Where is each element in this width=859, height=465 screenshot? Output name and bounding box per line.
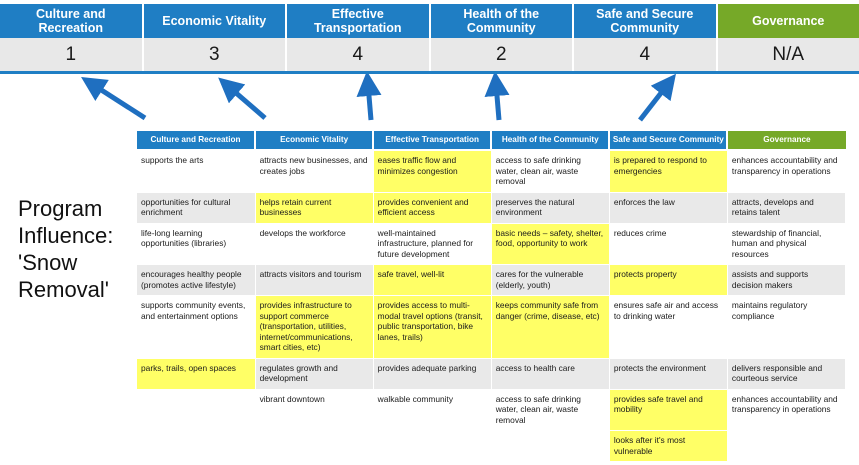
arrow-icon-effective-transportation bbox=[368, 84, 371, 120]
score-safe-and-secure-community: 4 bbox=[574, 38, 718, 71]
table-row bbox=[137, 389, 846, 431]
score-health-of-the-community: 2 bbox=[431, 38, 575, 71]
matrix-cell: provides access to multi-modal travel options (transit, public transportation, bike lanes, trails) bbox=[373, 296, 491, 359]
matrix-cell: walkable community bbox=[373, 389, 491, 431]
matrix-header-row bbox=[137, 131, 846, 150]
pillar-header-economic-vitality: Economic Vitality bbox=[144, 4, 288, 38]
matrix-cell: opportunities for cultural enrichment bbox=[137, 192, 255, 223]
matrix-cell: safe travel, well-lit bbox=[373, 265, 491, 296]
matrix-cell: access to safe drinking water, clean air, waste removal bbox=[491, 150, 609, 192]
arrow-layer bbox=[0, 74, 859, 134]
pillar-header-governance: Governance bbox=[718, 4, 859, 38]
matrix-header-economic-vitality: Economic Vitality bbox=[255, 131, 373, 150]
matrix-cell: helps retain current businesses bbox=[255, 192, 373, 223]
score-governance: N/A bbox=[772, 43, 805, 65]
page-title: Program Influence: 'Snow Removal' bbox=[18, 196, 114, 302]
table-row bbox=[137, 358, 846, 389]
matrix-cell: provides adequate parking bbox=[373, 358, 491, 389]
matrix-cell bbox=[137, 431, 255, 462]
matrix-header-safe-and-secure-community: Safe and Secure Community bbox=[609, 131, 727, 150]
arrow-icon-culture-and-recreation bbox=[92, 84, 145, 118]
matrix-cell: develops the workforce bbox=[255, 223, 373, 265]
matrix-header-culture-and-recreation: Culture and Recreation bbox=[137, 131, 255, 150]
matrix-cell bbox=[255, 431, 373, 462]
matrix-cell: attracts new businesses, and creates jobs bbox=[255, 150, 373, 192]
matrix-cell: basic needs – safety, shelter, food, opportunity to work bbox=[491, 223, 609, 265]
matrix-cell: maintains regulatory compliance bbox=[727, 296, 845, 359]
table-row bbox=[137, 296, 846, 359]
matrix-header-effective-transportation: Effective Transportation bbox=[373, 131, 491, 150]
matrix-cell: encourages healthy people (promotes active lifestyle) bbox=[137, 265, 255, 296]
matrix-cell: provides infrastructure to support commerce (transportation, utilities, internet/communications, smart cities, etc) bbox=[255, 296, 373, 359]
matrix-header-health-of-the-community: Health of the Community bbox=[491, 131, 609, 150]
pillar-score-band bbox=[0, 38, 859, 74]
matrix-cell: access to safe drinking water, clean air, waste removal bbox=[491, 389, 609, 431]
matrix-cell: attracts visitors and tourism bbox=[255, 265, 373, 296]
matrix-cell: assists and supports decision makers bbox=[727, 265, 845, 296]
score-effective-transportation: 4 bbox=[287, 38, 431, 71]
matrix-cell: ensures safe air and access to drinking water bbox=[609, 296, 727, 359]
score-economic-vitality: 3 bbox=[144, 38, 288, 71]
score-culture-and-recreation: 1 bbox=[0, 38, 144, 71]
matrix-cell: eases traffic flow and minimizes congestion bbox=[373, 150, 491, 192]
matrix-cell: access to health care bbox=[491, 358, 609, 389]
matrix-cell: enhances accountability and transparency in operations bbox=[727, 389, 845, 431]
matrix-cell bbox=[137, 389, 255, 431]
matrix-cell: keeps community safe from danger (crime, disease, etc) bbox=[491, 296, 609, 359]
pillar-attribute-matrix bbox=[137, 131, 846, 462]
matrix-cell: preserves the natural environment bbox=[491, 192, 609, 223]
matrix-cell: stewardship of financial, human and physical resources bbox=[727, 223, 845, 265]
pillar-header-health-of-the-community: Health of the Community bbox=[431, 4, 575, 38]
matrix-cell: protects the environment bbox=[609, 358, 727, 389]
matrix-cell: provides convenient and efficient access bbox=[373, 192, 491, 223]
matrix-cell: provides safe travel and mobility bbox=[609, 389, 727, 431]
matrix-cell: regulates growth and development bbox=[255, 358, 373, 389]
table-row bbox=[137, 192, 846, 223]
arrow-icon-economic-vitality bbox=[228, 86, 265, 118]
matrix-cell: reduces crime bbox=[609, 223, 727, 265]
table-row bbox=[137, 223, 846, 265]
matrix-cell: enforces the law bbox=[609, 192, 727, 223]
table-row bbox=[137, 150, 846, 192]
matrix-cell bbox=[727, 431, 845, 462]
pillar-header-culture-and-recreation: Culture and Recreation bbox=[0, 4, 144, 38]
matrix-body bbox=[137, 150, 846, 462]
matrix-cell: parks, trails, open spaces bbox=[137, 358, 255, 389]
pillar-header-effective-transportation: Effective Transportation bbox=[287, 4, 431, 38]
table-row bbox=[137, 431, 846, 462]
matrix-cell: looks after it's most vulnerable bbox=[609, 431, 727, 462]
matrix-cell: delivers responsible and courteous service bbox=[727, 358, 845, 389]
matrix-cell: supports community events, and entertainment options bbox=[137, 296, 255, 359]
matrix-cell: supports the arts bbox=[137, 150, 255, 192]
matrix-cell: well-maintained infrastructure, planned for future development bbox=[373, 223, 491, 265]
table-row bbox=[137, 265, 846, 296]
pillar-header-band bbox=[0, 4, 859, 38]
matrix-cell: cares for the vulnerable (elderly, youth) bbox=[491, 265, 609, 296]
matrix-cell: life-long learning opportunities (libraries) bbox=[137, 223, 255, 265]
pillar-header-safe-and-secure-community: Safe and Secure Community bbox=[574, 4, 718, 38]
matrix-cell: vibrant downtown bbox=[255, 389, 373, 431]
matrix-cell bbox=[373, 431, 491, 462]
matrix-header-governance: Governance bbox=[727, 131, 845, 150]
matrix-cell: is prepared to respond to emergencies bbox=[609, 150, 727, 192]
arrow-icon-health-of-the-community bbox=[496, 84, 499, 120]
matrix-cell: protects property bbox=[609, 265, 727, 296]
arrow-icon-safe-and-secure-community bbox=[640, 84, 668, 120]
matrix-cell: enhances accountability and transparency in operations bbox=[727, 150, 845, 192]
matrix-cell bbox=[491, 431, 609, 462]
matrix-cell: attracts, develops and retains talent bbox=[727, 192, 845, 223]
